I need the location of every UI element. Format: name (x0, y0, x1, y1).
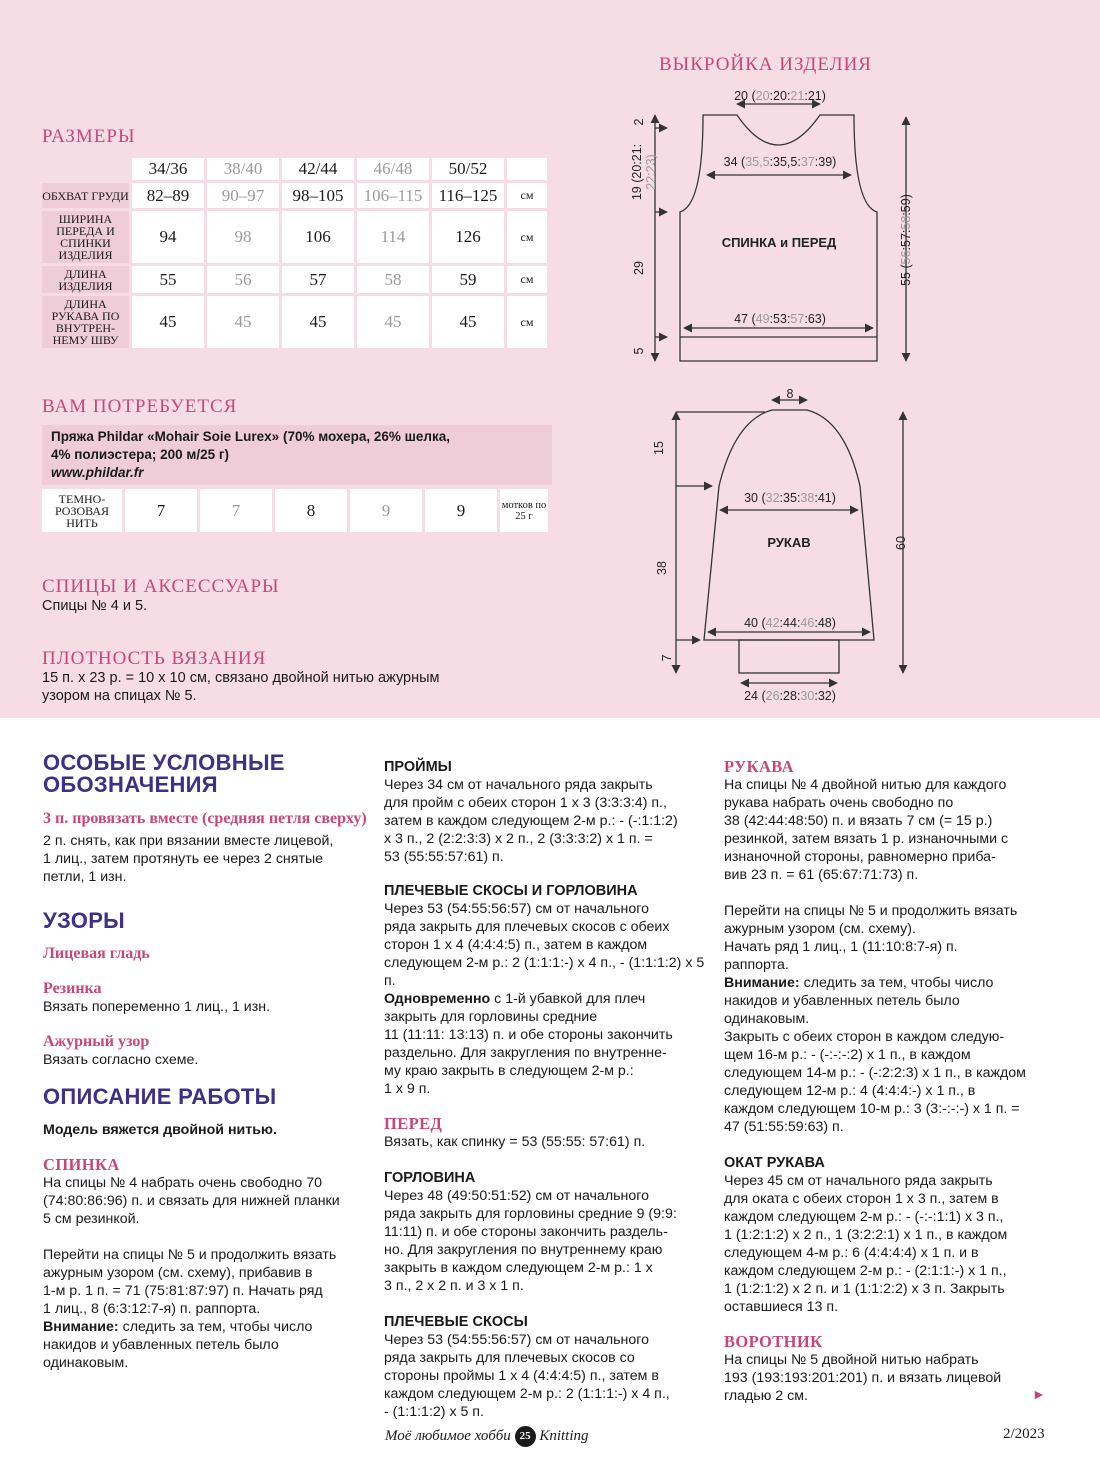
text-line: Через 45 см от начального ряда закрыть (724, 1173, 993, 1189)
size-header: 46/48 (357, 158, 429, 180)
text-line: 11 (11:11: 13:13) п. и обе стороны закончить (384, 1027, 673, 1043)
sleeve-label: РУКАВ (767, 535, 811, 550)
text-line: 3 п., 2 х 2 п. и 3 х 1 п. (384, 1278, 524, 1294)
text-line: стороны проймы 1 х 4 (4:4:4:5) п., затем в (384, 1368, 659, 1384)
text-line: 38 (42:44:48:50) п. и вязать 7 см (= 15 р.) (724, 813, 993, 829)
cell: 9 (350, 489, 422, 532)
text-line: накидов и убавленных петель было (43, 1337, 279, 1353)
text-line: для пройм с обеих сторон 1 х 3 (3:3:3:4) п., (384, 795, 667, 811)
special-text (43, 832, 373, 886)
pattern-2-title: Резинка (43, 980, 102, 997)
text-line: петли, 1 изн. (43, 869, 127, 885)
text-line: каждом следующем 2-м р.: 2 (1:1:1:-) х 4 п., (384, 1386, 670, 1402)
text-line: Через 48 (49:50:51:52) см от начального (384, 1188, 649, 1204)
text-line: одинаковым. (724, 1011, 810, 1027)
text-line: каждом следующем 10-м р.: 3 (3:-:-:-) х 1 п. = (724, 1101, 1020, 1117)
text-line: Перейти на спицы № 5 и продолжить вязать (724, 903, 1018, 919)
text-line: щем 16-м р.: - (-:-:-:2) х 1 п., в каждом (724, 1047, 971, 1063)
collar-title: ВОРОТНИК (724, 1332, 823, 1351)
unit-cell: мотков по 25 г (500, 489, 548, 532)
unit-cell: см (507, 183, 547, 208)
text-line: раздельно. Для закругления по внутренне- (384, 1045, 667, 1061)
size-header: 50/52 (432, 158, 504, 180)
armhole-width-label: 34 (35,5:35,5:37:39) (723, 155, 837, 169)
pattern-1-title: Лицевая гладь (43, 945, 150, 962)
magazine-section: Knitting (539, 1427, 589, 1444)
text-line: 11:11) п. и обе стороны закончить раздель- (384, 1224, 668, 1240)
top-width-label: 20 (20:20:21:21) (734, 89, 826, 103)
text-line: 1 лиц., 8 (6:3:12:7-я) п. раппорта. (43, 1301, 261, 1317)
left-19b-label: 22:23) (644, 154, 658, 190)
cell: 9 (425, 489, 497, 532)
shoulder-neck-title: ПЛЕЧЕВЫЕ СКОСЫ И ГОРЛОВИНА (384, 883, 638, 899)
text-line: х 3 п., 2 (2:2:3:3) х 2 п., 2 (3:3:3:2) х 1 п. = (384, 831, 653, 847)
cell: 45 (357, 296, 429, 348)
text-line: 53 (55:55:57:61) п. (384, 849, 504, 865)
cell: 94 (132, 211, 204, 263)
special-subtitle: 3 п. провязать вместе (средняя петля сверху) (43, 810, 367, 827)
text-line: вив 23 п. = 61 (65:67:71:73) п. (724, 867, 919, 883)
cell: 7 (200, 489, 272, 532)
text-line: 1-м р. 1 п. = 71 (75:81:87:97) п. Начать ряд (43, 1283, 323, 1299)
text-line: (74:80:86:96) п. и связать для нижней планки (43, 1193, 340, 1209)
cell: 116–125 (432, 183, 504, 208)
body-label: СПИНКА и ПЕРЕД (721, 235, 837, 250)
left-29-label: 29 (632, 261, 646, 275)
text-line: ажурным узором (см. схему). (724, 921, 916, 937)
text-line: закрыть в каждом следующем 2-м р.: 1 х (384, 1260, 653, 1276)
sleeve-upper-label: 30 (32:35:38:41) (744, 491, 836, 505)
magazine-name (385, 1426, 589, 1447)
sleeve-top-label: 8 (786, 387, 794, 401)
left-5-label: 5 (632, 347, 646, 355)
text-line: сторон 1 х 4 (4:4:4:5) п., затем в каждом (384, 937, 648, 953)
cell: 114 (357, 211, 429, 263)
pattern-title: ВЫКРОЙКА ИЗДЕЛИЯ (659, 54, 872, 75)
patterns-title: УЗОРЫ (43, 908, 126, 933)
text-line: На спицы № 4 набрать очень свободно 70 (43, 1175, 323, 1191)
text-line: Закрыть с обеих сторон в каждом следую- (724, 1029, 1005, 1045)
front-title: ПЕРЕД (384, 1114, 443, 1133)
needles-text: Спицы № 4 и 5. (42, 598, 148, 614)
text-span: следить за тем, чтобы число (799, 975, 994, 991)
cell: 45 (132, 296, 204, 348)
text-span: следить за тем, чтобы число (118, 1319, 313, 1335)
text-line (384, 990, 714, 1008)
cell: 106–115 (357, 183, 429, 208)
text-line: 1 (1:2:1:2) х 2 п. и 1 (1:1:2:2) х 3 п. Закрыть (724, 1281, 1005, 1297)
text-line: Вязать, как спинку = 53 (55:55: 57:61) п. (384, 1134, 646, 1150)
cuff-outline (739, 640, 839, 673)
cap-title: ОКАТ РУКАВА (724, 1155, 825, 1171)
gauge-line: узором на спицах № 5. (42, 688, 197, 704)
text-line: Перейти на спицы № 5 и продолжить вязать (43, 1247, 337, 1263)
pattern-3-text: Вязать согласно схеме. (43, 1052, 199, 1068)
pattern-3-title: Ажурный узор (43, 1033, 150, 1050)
pattern-2-text: Вязать попеременно 1 лиц., 1 изн. (43, 999, 270, 1015)
back-title: СПИНКА (43, 1155, 120, 1174)
text-line: для оката с обеих сторон 1 х 3 п., затем в (724, 1191, 999, 1207)
text-line (43, 1318, 373, 1336)
text-line: 2 п. снять, как при вязании вместе лицевой, (43, 833, 334, 849)
text-line: ряда закрыть для плечевых скосов с обеих (384, 919, 670, 935)
unit-cell: см (507, 296, 547, 348)
column-1 (43, 752, 373, 1372)
attention-label: Внимание: (43, 1319, 119, 1335)
text-line: Через 53 (54:55:56:57) см от начального (384, 901, 649, 917)
text-line: ажурным узором (см. схему), прибавив в (43, 1265, 313, 1281)
sleeves-title: РУКАВА (724, 757, 794, 776)
needs-title: ВАМ ПОТРЕБУЕТСЯ (42, 396, 238, 417)
text-line: 1 (1:2:1:2) х 2 п., 1 (3:2:2:1) х 1 п., в каждом (724, 1227, 1008, 1243)
text-line: накидов и убавленных петель было (724, 993, 960, 1009)
sizes-title: РАЗМЕРЫ (42, 126, 136, 147)
text-line: изнаночной стороны, равномерно приба- (724, 849, 996, 865)
cell: 57 (282, 266, 354, 293)
column-3 (724, 757, 1064, 1405)
sleeve-left-38-label: 38 (655, 561, 669, 575)
armhole-title: ПРОЙМЫ (384, 759, 452, 775)
attention-label: Внимание: (724, 975, 800, 991)
text-line: Начать ряд 1 лиц., 1 (11:10:8:7-я) п. (724, 939, 958, 955)
row-label: ОБХВАТ ГРУДИ (42, 183, 129, 208)
left-2-label: 2 (632, 118, 646, 126)
gauge-title: ПЛОТНОСТЬ ВЯЗАНИЯ (42, 648, 267, 669)
sleeve-length-label: 60 (894, 536, 908, 550)
yarn-url: www.phildar.fr (51, 465, 144, 480)
size-header: 38/40 (207, 158, 279, 180)
unit-cell: см (507, 211, 547, 263)
column-2 (384, 758, 714, 1421)
text-line: но. Для закругления по внутреннему краю (384, 1242, 663, 1258)
cell: 45 (207, 296, 279, 348)
text-line: одинаковым. (43, 1355, 129, 1371)
text-line: раппорта. (724, 957, 789, 973)
simultaneously-label: Одновременно (384, 991, 491, 1007)
work-note: Модель вяжется двойной нитью. (43, 1122, 277, 1138)
text-line: следующем 4-м р.: 6 (4:4:4:4) х 1 п. и в (724, 1245, 979, 1261)
text-line: Через 53 (54:55:56:57) см от начального (384, 1332, 649, 1348)
issue-number: 2/2023 (1003, 1426, 1045, 1442)
row-label: ДЛИНА РУКАВА ПО ВНУТРЕН- НЕМУ ШВУ (42, 296, 129, 348)
text-line: резинкой, затем вязать 1 р. изнаночными с (724, 831, 1009, 847)
cuff-label: 24 (26:28:30:32) (744, 689, 836, 703)
text-line: следующем 12-м р.: 4 (4:4:4:-) х 1 п., в (724, 1083, 976, 1099)
text-line: ряда закрыть для горловины средние 9 (9:9: (384, 1206, 677, 1222)
gauge-line: 15 п. х 23 р. = 10 х 10 см, связано двойной нитью ажурным (42, 670, 440, 686)
cell: 98 (207, 211, 279, 263)
yarn-line: 4% полиэстера; 200 м/25 г) (51, 447, 230, 462)
text-line: рукава набрать очень свободно по (724, 795, 954, 811)
text-line: 1 лиц., затем протянуть ее через 2 снятые (43, 851, 324, 867)
length-label: 55 (56:57:58:59) (899, 194, 913, 286)
sleeve-left-15-label: 15 (652, 441, 666, 455)
cell: 55 (132, 266, 204, 293)
cell: 90–97 (207, 183, 279, 208)
text-line: На спицы № 5 двойной нитью набрать (724, 1352, 979, 1368)
cell: 45 (432, 296, 504, 348)
size-header: 34/36 (132, 158, 204, 180)
text-line: ряда закрыть для плечевых скосов со (384, 1350, 635, 1366)
text-line: каждом следующем 2-м р.: - (-:-:1:1) х 3 п., (724, 1209, 1004, 1225)
cell: 106 (282, 211, 354, 263)
cell: 98–105 (282, 183, 354, 208)
text-line: затем в каждом следующем 2-м р.: - (-:1:1:2) (384, 813, 678, 829)
left-19-label: 19 (20:21: (630, 143, 644, 201)
work-title: ОПИСАНИЕ РАБОТЫ (43, 1084, 277, 1109)
text-line: 5 см резинкой. (43, 1211, 140, 1227)
row-label: ШИРИНА ПЕРЕДА И СПИНКИ ИЗДЕЛИЯ (42, 211, 129, 263)
row-label: ДЛИНА ИЗДЕЛИЯ (42, 266, 129, 293)
cell: 45 (282, 296, 354, 348)
next-page-arrow-icon[interactable]: ► (1032, 1386, 1046, 1402)
shoulders-title: ПЛЕЧЕВЫЕ СКОСЫ (384, 1314, 528, 1330)
sleeve-lower-label: 40 (42:44:46:48) (744, 616, 836, 630)
page-number-badge: 25 (515, 1426, 536, 1447)
text-line (724, 974, 1064, 992)
text-line: оставшиеся 13 п. (724, 1299, 839, 1315)
text-line: му краю закрыть в следующем 2-м р.: (384, 1063, 634, 1079)
cell: 7 (125, 489, 197, 532)
text-line: 193 (193:193:201:201) п. и вязать лицевой (724, 1370, 1002, 1386)
unit-cell: см (507, 266, 547, 293)
text-line: - (1:1:1:2) х 5 п. (384, 1404, 484, 1420)
text-line: 47 (51:55:59:63) п. (724, 1119, 844, 1135)
magazine-title: Моё любимое хобби (385, 1427, 511, 1444)
yarn-line: Пряжа Phildar «Mohair Soie Lurex» (70% мохера, 26% шелка, (51, 429, 450, 444)
special-title: ОСОБЫЕ УСЛОВНЫЕ ОБОЗНАЧЕНИЯ (43, 750, 285, 797)
cell: 82–89 (132, 183, 204, 208)
color-label: ТЕМНО- РОЗОВАЯ НИТЬ (42, 489, 122, 532)
cell: 58 (357, 266, 429, 293)
cell: 59 (432, 266, 504, 293)
bottom-width-label: 47 (49:53:57:63) (734, 312, 826, 326)
cell: 126 (432, 211, 504, 263)
size-header: 42/44 (282, 158, 354, 180)
text-line: закрыть для горловины средние (384, 1009, 598, 1025)
sleeve-left-7-label: 7 (660, 654, 674, 662)
pattern-diagram (0, 0, 1100, 718)
needles-title: СПИЦЫ И АКСЕССУАРЫ (42, 576, 280, 597)
text-line: На спицы № 4 двойной нитью для каждого (724, 777, 1007, 793)
text-line: следующем 14-м р.: - (-:2:2:3) х 1 п., в каждом (724, 1065, 1026, 1081)
text-line: 1 х 9 п. (384, 1081, 431, 1097)
sleeve-outline (704, 410, 874, 640)
cell: 8 (275, 489, 347, 532)
text-span: с 1-й убавкой для плеч (490, 991, 646, 1007)
text-line: следующем 2-м р.: 2 (1:1:1:-) х 4 п., - (1:1:1:2) х 5 п. (384, 955, 705, 989)
text-line: гладью 2 см. (724, 1388, 808, 1404)
text-line: Через 34 см от начального ряда закрыть (384, 777, 653, 793)
text-line: каждом следующем 2-м р.: - (2:1:1:-) х 1 п., (724, 1263, 1007, 1279)
neck-title: ГОРЛОВИНА (384, 1170, 476, 1186)
cell: 56 (207, 266, 279, 293)
